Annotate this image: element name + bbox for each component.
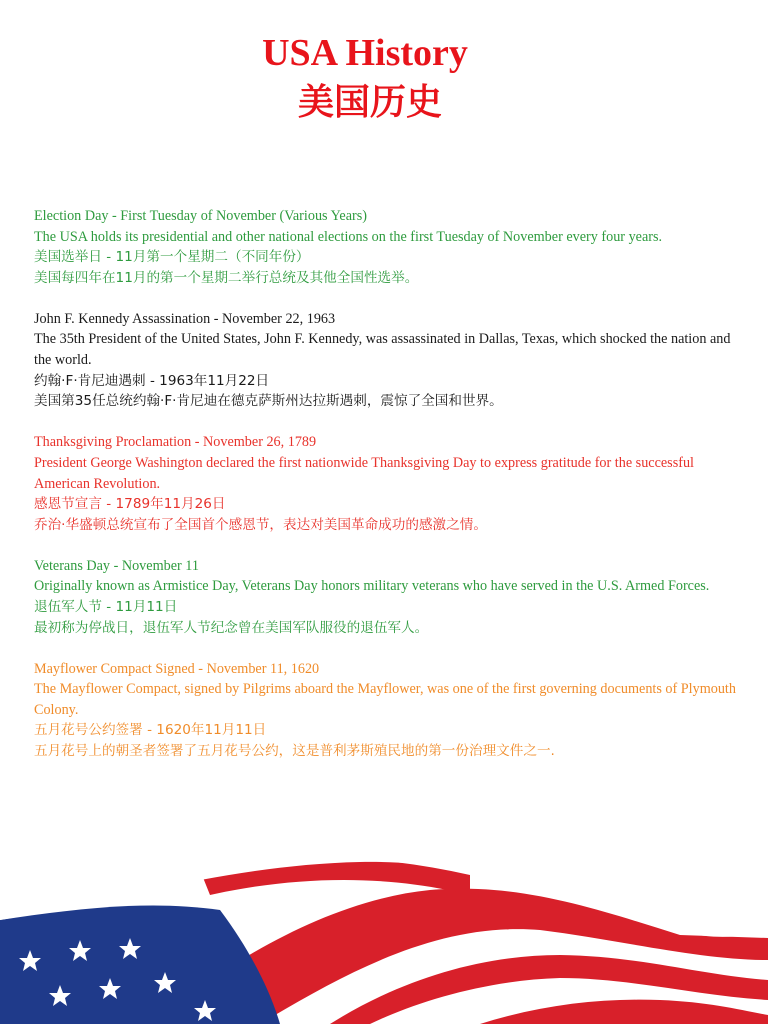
event-heading-en: Veterans Day - November 11 (34, 557, 199, 574)
event-heading-zh: 美国选举日 - 11月第一个星期二（不同年份） (34, 249, 310, 266)
event-heading-en: Thanksgiving Proclamation - November 26, 1789 (34, 434, 317, 451)
event-heading-en: Election Day - First Tuesday of November (Various Years) (34, 208, 367, 224)
event-mayflower-compact (34, 659, 744, 762)
event-jfk-assassination (34, 309, 744, 412)
event-body-en: President George Washington declared the first nationwide Thanksgiving Day to express gratitude for the successful American Revolution. (34, 454, 694, 492)
event-body-zh: 乔治·华盛顿总统宣布了全国首个感恩节，表达对美国革命成功的感激之情。 (34, 516, 487, 533)
event-body-zh: 美国第35任总统约翰·F·肯尼迪在德克萨斯州达拉斯遇刺，震惊了全国和世界。 (34, 393, 503, 410)
event-heading-zh: 感恩节宣言 - 1789年11月26日 (34, 496, 226, 513)
event-body-en: The 35th President of the United States, John F. Kennedy, was assassinated in Dallas, Texas, which shocked the nation and the world. (34, 331, 731, 369)
event-body-zh: 五月花号上的朝圣者签署了五月花号公约，这是普利茅斯殖民地的第一份治理文件之一. (34, 743, 555, 760)
event-body-en: The USA holds its presidential and other national elections on the first Tuesday of November every four years. (34, 228, 663, 245)
american-flag-icon (0, 860, 768, 1024)
event-heading-zh: 退伍军人节 - 11月11日 (34, 599, 178, 615)
event-election-day (34, 206, 744, 288)
event-body-zh: 美国每四年在11月的第一个星期二举行总统及其他全国性选举。 (34, 269, 419, 286)
event-heading-zh: 五月花号公约签署 - 1620年11月11日 (34, 722, 267, 739)
event-heading-en: John F. Kennedy Assassination - November 22, 1963 (34, 310, 336, 327)
page-title-zh: 美国历史 (297, 82, 442, 123)
event-body-en: Originally known as Armistice Day, Veterans Day honors military veterans who have served in the U.S. Armed Forces. (34, 578, 710, 595)
event-list (34, 206, 744, 782)
event-body-en: The Mayflower Compact, signed by Pilgrims aboard the Mayflower, was one of the first governing documents of Plymouth Colony. (34, 681, 736, 718)
event-veterans-day (34, 556, 744, 638)
event-body-zh: 最初称为停战日，退伍军人节纪念曾在美国军队服役的退伍军人。 (34, 619, 429, 636)
event-heading-zh: 约翰·F·肯尼迪遇刺 - 1963年11月22日 (34, 372, 270, 389)
page-title-en: USA History (262, 32, 468, 74)
event-thanksgiving-proclamation (34, 432, 744, 535)
event-heading-en: Mayflower Compact Signed - November 11, 1620 (34, 660, 320, 677)
